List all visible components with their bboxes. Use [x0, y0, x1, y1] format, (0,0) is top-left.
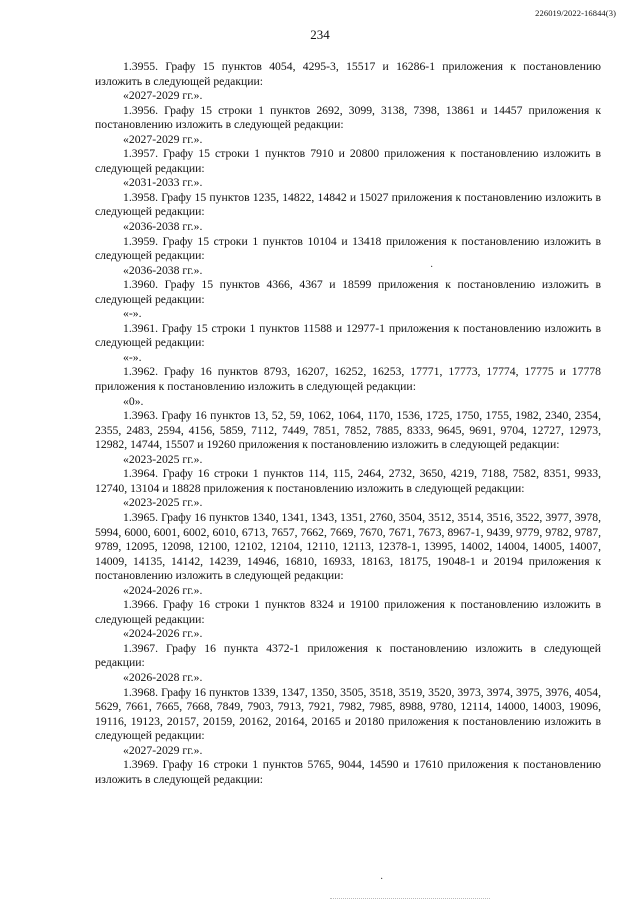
page-number: 234	[310, 27, 330, 42]
scan-speck: ·	[380, 874, 384, 885]
clause-1-3965: 1.3965. Графу 16 пунктов 1340, 1341, 1343, 1351, 2760, 3504, 3512, 3514, 3516, 3522, 3977, 3978, 5994, 6000, 6001, 6002, 6010, 6713, 7657, 7662, 7669, 7670, 7671, 7673, 8967-1, 9439, 9779, 9782, 9787, 9789, 12095, 12098, 12100, 12102, 12104, 12110, 12113, 12378-1, 13995, 14002, 14004, 14005, 14007, 14009, 14135, 14142, 14239, 14946, 16810, 16933, 18163, 18175, 19048-1 и 20194 приложения к постановлению изложить в следующей редакции:	[95, 510, 601, 583]
clause-1-3957-value: «2031-2033 гг.».	[123, 176, 203, 190]
scan-edge-artifact	[330, 898, 490, 900]
clause-1-3960: 1.3960. Графу 15 пунктов 4366, 4367 и 18599 приложения к постановлению изложить в следующей редакции:	[95, 278, 601, 306]
document-id: 226019/2022-16844(3)	[535, 8, 616, 18]
clause-1-3961-value: «-».	[123, 350, 142, 364]
clause-1-3961: 1.3961. Графу 15 строки 1 пунктов 11588 и 12977-1 приложения к постановлению изложить в следующей редакции:	[95, 321, 601, 350]
clause-1-3962: 1.3962. Графу 16 пунктов 8793, 16207, 16252, 16253, 17771, 17773, 17774, 17775 и 17778 приложения к постановлению изложить в следующей редакции:	[95, 365, 601, 394]
scan-speck: ·	[430, 262, 434, 273]
clause-1-3958: 1.3958. Графу 15 пунктов 1235, 14822, 14842 и 15027 приложения к постановлению изложить в следующей редакции:	[95, 190, 601, 219]
clause-1-3968-value: «2027-2029 гг.».	[123, 743, 203, 757]
clause-1-3956-value: «2027-2029 гг.».	[123, 132, 203, 146]
clause-1-3955: 1.3955. Графу 15 пунктов 4054, 4295-3, 15517 и 16286-1 приложения к постановлению изложить в следующей редакции:	[95, 60, 601, 88]
clause-1-3955-value: «2027-2029 гг.».	[123, 89, 203, 103]
clause-1-3962-value: «0».	[123, 394, 144, 408]
clause-1-3959: 1.3959. Графу 15 строки 1 пунктов 10104 и 13418 приложения к постановлению изложить в следующей редакции:	[95, 234, 601, 263]
clause-1-3966-value: «2024-2026 гг.».	[123, 627, 203, 641]
clause-1-3969: 1.3969. Графу 16 строки 1 пунктов 5765, 9044, 14590 и 17610 приложения к постановлению изложить в следующей редакции:	[95, 758, 601, 786]
clause-1-3968: 1.3968. Графу 16 пунктов 1339, 1347, 1350, 3505, 3518, 3519, 3520, 3973, 3974, 3975, 3976, 4054, 5629, 7661, 7665, 7668, 7849, 7903, 7913, 7921, 7982, 7985, 8988, 9780, 12114, 14000, 14003, 19096, 19116, 19123, 20157, 20159, 20162, 20164, 20165 и 20180 приложения к постановлению изложить в следующей редакции:	[95, 685, 601, 743]
clause-1-3957: 1.3957. Графу 15 строки 1 пунктов 7910 и 20800 приложения к постановлению изложить в следующей редакции:	[95, 147, 601, 175]
clause-1-3967-value: «2026-2028 гг.».	[123, 670, 203, 684]
clause-1-3965-value: «2024-2026 гг.».	[123, 583, 203, 597]
clause-1-3964-value: «2023-2025 гг.».	[123, 496, 203, 510]
clause-1-3966: 1.3966. Графу 16 строки 1 пунктов 8324 и 19100 приложения к постановлению изложить в следующей редакции:	[95, 598, 601, 626]
clause-1-3959-value: «2036-2038 гг.».	[123, 263, 203, 277]
clause-1-3956: 1.3956. Графу 15 строки 1 пунктов 2692, 3099, 3138, 7398, 13861 и 14457 приложения к постановлению изложить в следующей редакции:	[95, 103, 601, 132]
clause-1-3960-value: «-».	[123, 307, 142, 321]
document-body	[95, 60, 601, 787]
clause-1-3958-value: «2036-2038 гг.».	[123, 220, 203, 234]
clause-1-3964: 1.3964. Графу 16 строки 1 пунктов 114, 115, 2464, 2732, 3650, 4219, 7188, 7582, 8351, 9933, 12740, 13104 и 18828 приложения к постановлению изложить в следующей редакции:	[95, 467, 601, 495]
clause-1-3967: 1.3967. Графу 16 пункта 4372-1 приложения к постановлению изложить в следующей редакции:	[95, 641, 601, 670]
clause-1-3963-value: «2023-2025 гг.».	[123, 452, 203, 466]
clause-1-3963: 1.3963. Графу 16 пунктов 13, 52, 59, 1062, 1064, 1170, 1536, 1725, 1750, 1755, 1982, 2340, 2354, 2355, 2483, 2594, 4156, 5859, 7112, 7449, 7851, 7852, 7885, 8333, 9645, 9691, 9704, 12727, 12973, 12982, 14744, 15507 и 19260 приложения к постановлению изложить в следующей редакции:	[95, 409, 601, 452]
